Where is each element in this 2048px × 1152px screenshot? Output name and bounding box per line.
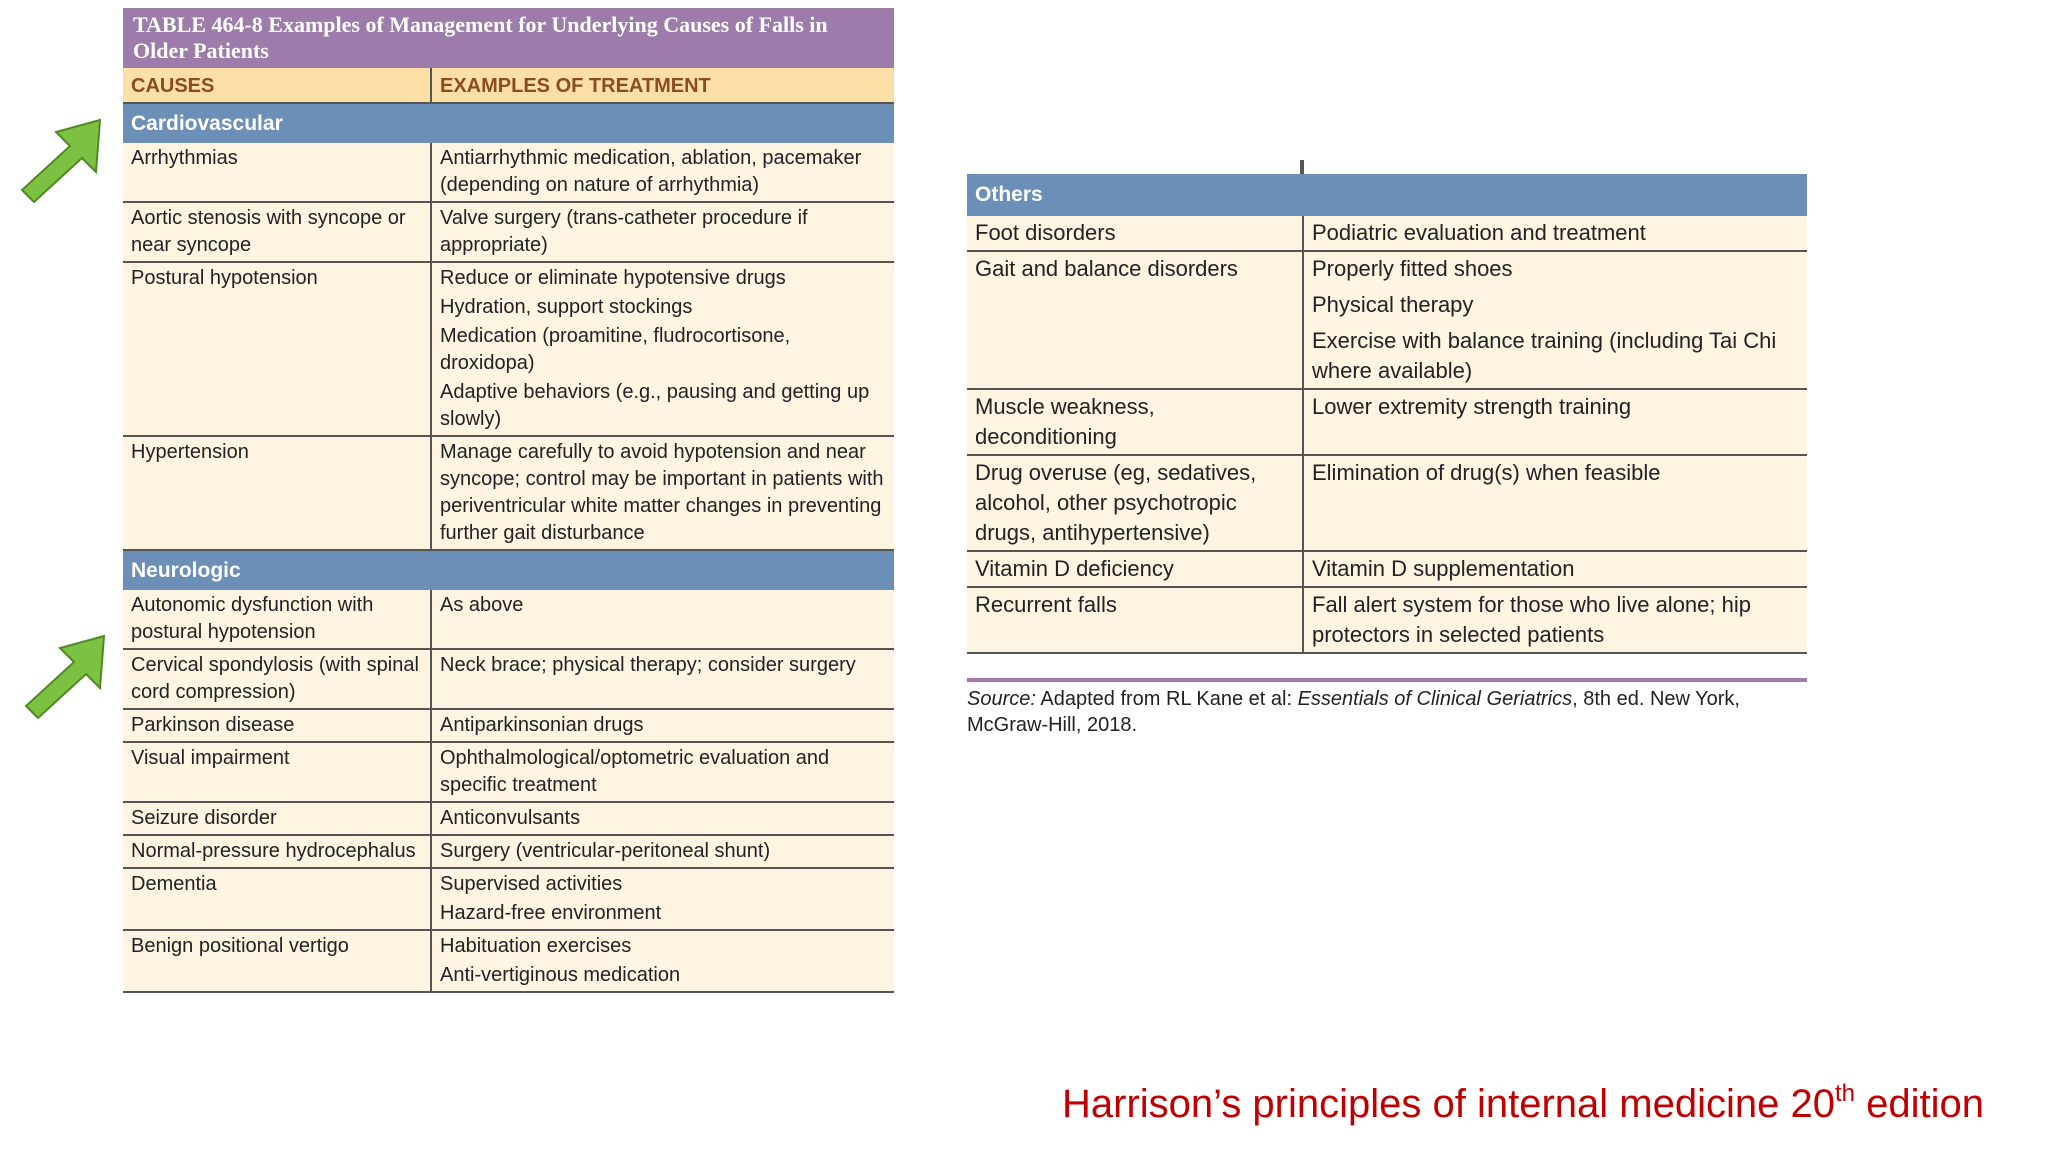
treatment-item: Ophthalmological/optometric evaluation and specific treatment xyxy=(440,747,830,796)
table-row xyxy=(123,709,894,742)
treatment-cell xyxy=(1303,455,1807,551)
cause-cell: Parkinson disease xyxy=(123,709,431,742)
section-row xyxy=(123,550,894,590)
cause-cell: Seizure disorder xyxy=(123,802,431,835)
cause-cell: Muscle weakness, deconditioning xyxy=(967,389,1303,455)
treatment-item: Fall alert system for those who live alone; hip protectors in selected patients xyxy=(1312,592,1751,647)
table-row xyxy=(967,251,1807,389)
treatment-cell xyxy=(1303,389,1807,455)
green-arrow-icon xyxy=(18,116,106,206)
table-row xyxy=(123,802,894,835)
treatment-item: Podiatric evaluation and treatment xyxy=(1312,220,1646,245)
treatment-item: Anticonvulsants xyxy=(440,807,581,829)
table-row xyxy=(123,262,894,436)
table-row xyxy=(123,835,894,868)
treatment-item: Reduce or eliminate hypotensive drugs xyxy=(440,267,786,289)
table-row xyxy=(967,455,1807,551)
citation-footer xyxy=(1062,1080,1984,1127)
treatment-item: Valve surgery (trans-catheter procedure if appropriate) xyxy=(440,207,808,256)
section-row xyxy=(967,174,1807,216)
treatment-item: Physical therapy xyxy=(1312,292,1474,317)
table-header-row xyxy=(123,68,894,103)
cause-cell: Arrhythmias xyxy=(123,143,431,202)
treatment-item: Exercise with balance training (including Tai Chi where available) xyxy=(1312,328,1777,383)
table-title: TABLE 464-8 Examples of Management for Underlying Causes of Falls in Older Patients xyxy=(123,8,894,68)
source-label: Source: xyxy=(967,688,1036,710)
treatment-item: Neck brace; physical therapy; consider surgery xyxy=(440,654,856,676)
section-row xyxy=(123,103,894,143)
table-row xyxy=(123,143,894,202)
cause-cell: Dementia xyxy=(123,868,431,930)
treatment-item: As above xyxy=(440,594,524,616)
green-arrow-icon xyxy=(22,632,110,722)
causes-header: CAUSES xyxy=(123,68,431,103)
footer-main: Harrison’s principles of internal medicine 20 xyxy=(1062,1082,1835,1126)
treatment-cell xyxy=(431,835,894,868)
treatment-header: EXAMPLES OF TREATMENT xyxy=(431,68,894,103)
table-row xyxy=(967,551,1807,587)
treatment-item: Habituation exercises xyxy=(440,935,632,957)
cause-cell: Foot disorders xyxy=(967,216,1303,251)
right-table xyxy=(967,174,1807,654)
cause-cell: Visual impairment xyxy=(123,742,431,802)
treatment-item: Hazard-free environment xyxy=(440,902,662,924)
treatment-cell xyxy=(431,868,894,930)
section-title: Others xyxy=(967,174,1807,216)
cause-cell: Vitamin D deficiency xyxy=(967,551,1303,587)
treatment-cell xyxy=(431,590,894,649)
treatment-item: Lower extremity strength training xyxy=(1312,394,1632,419)
table-row xyxy=(123,590,894,649)
cause-cell: Hypertension xyxy=(123,436,431,550)
footer-tail: edition xyxy=(1854,1082,1984,1126)
cause-cell: Normal-pressure hydrocephalus xyxy=(123,835,431,868)
treatment-item: Vitamin D supplementation xyxy=(1312,556,1575,581)
cause-cell: Gait and balance disorders xyxy=(967,251,1303,389)
treatment-cell xyxy=(431,709,894,742)
treatment-cell xyxy=(1303,216,1807,251)
source-book: Essentials of Clinical Geriatrics xyxy=(1297,688,1573,710)
treatment-item: Medication (proamitine, fludrocortisone, droxidopa) xyxy=(440,325,791,374)
treatment-item: Supervised activities xyxy=(440,873,623,895)
table-row xyxy=(123,868,894,930)
treatment-item: Elimination of drug(s) when feasible xyxy=(1312,460,1661,485)
treatment-cell xyxy=(1303,587,1807,653)
treatment-item: Surgery (ventricular-peritoneal shunt) xyxy=(440,840,771,862)
treatment-item: Anti-vertiginous medication xyxy=(440,964,681,986)
cause-cell: Cervical spondylosis (with spinal cord compression) xyxy=(123,649,431,709)
treatment-cell xyxy=(431,802,894,835)
treatment-cell xyxy=(431,436,894,550)
footer-sup: th xyxy=(1834,1080,1855,1107)
cause-cell: Aortic stenosis with syncope or near syncope xyxy=(123,202,431,262)
treatment-cell xyxy=(1303,551,1807,587)
cause-cell: Postural hypotension xyxy=(123,262,431,436)
table-bottom-rule xyxy=(967,678,1807,682)
cropped-divider xyxy=(1300,160,1304,174)
table-row xyxy=(123,742,894,802)
cause-cell: Drug overuse (eg, sedatives, alcohol, other psychotropic drugs, antihypertensive) xyxy=(967,455,1303,551)
treatment-cell xyxy=(431,649,894,709)
treatment-cell xyxy=(431,262,894,436)
treatment-cell xyxy=(431,143,894,202)
treatment-item: Hydration, support stockings xyxy=(440,296,693,318)
cause-cell: Recurrent falls xyxy=(967,587,1303,653)
treatment-item: Antiparkinsonian drugs xyxy=(440,714,644,736)
source-tail: , 8th ed. New York, McGraw-Hill, 2018. xyxy=(967,688,1740,736)
treatment-cell xyxy=(431,742,894,802)
treatment-cell xyxy=(431,930,894,992)
treatment-cell xyxy=(431,202,894,262)
treatment-item: Adaptive behaviors (e.g., pausing and getting up slowly) xyxy=(440,381,870,430)
treatment-item: Properly fitted shoes xyxy=(1312,256,1513,281)
source-text: Adapted from RL Kane et al: xyxy=(1035,688,1298,710)
section-title: Cardiovascular xyxy=(123,103,894,143)
table-row xyxy=(967,587,1807,653)
table-row xyxy=(123,202,894,262)
table-row xyxy=(123,930,894,992)
table-row xyxy=(123,436,894,550)
table-row xyxy=(967,216,1807,251)
source-note xyxy=(967,686,1807,738)
treatment-item: Antiarrhythmic medication, ablation, pacemaker (depending on nature of arrhythmia) xyxy=(440,147,862,196)
treatment-cell xyxy=(1303,251,1807,389)
section-title: Neurologic xyxy=(123,550,894,590)
table-row xyxy=(967,389,1807,455)
cause-cell: Benign positional vertigo xyxy=(123,930,431,992)
left-table xyxy=(123,68,894,993)
treatment-item: Manage carefully to avoid hypotension and near syncope; control may be important in patients with periventricular white matter changes in preventing further gait disturbance xyxy=(440,441,884,544)
table-row xyxy=(123,649,894,709)
cause-cell: Autonomic dysfunction with postural hypotension xyxy=(123,590,431,649)
